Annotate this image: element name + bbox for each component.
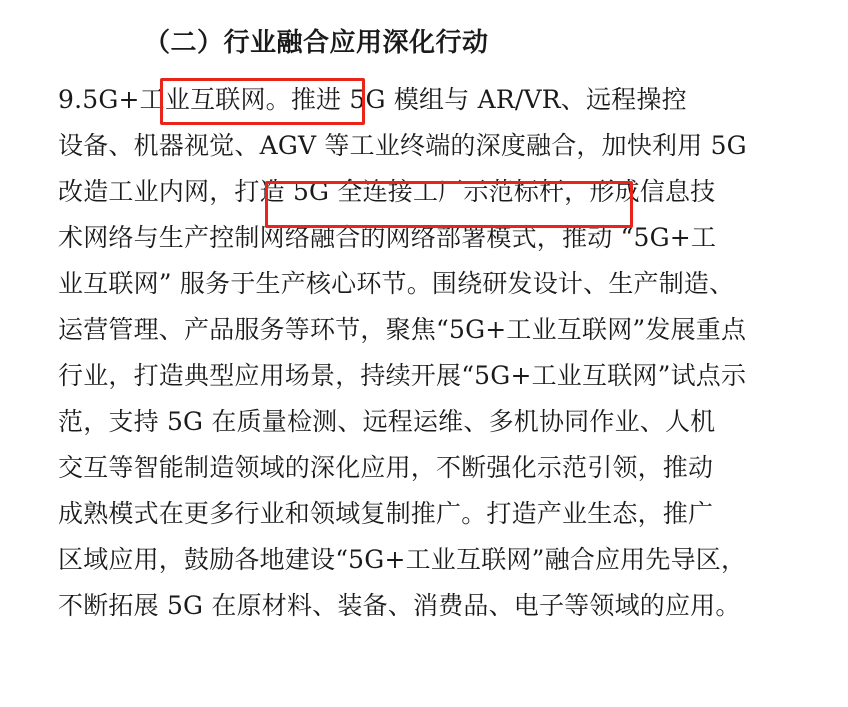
paragraph-line: 业互联网” 服务于生产核心环节。围绕研发设计、生产制造、 [58,269,735,298]
paragraph-line: 9.5G+工业互联网。推进 5G 模组与 AR/VR、远程操控 [58,85,687,114]
section-heading: （二）行业融合应用深化行动 [144,28,489,58]
paragraph-line: 设备、机器视觉、AGV 等工业终端的深度融合，加快利用 5G [58,131,747,160]
paragraph-line: 改造工业内网，打造 5G 全连接工厂示范标杆，形成信息技 [58,177,716,206]
paragraph-line: 运营管理、产品服务等环节，聚焦“5G+工业互联网”发展重点 [58,315,747,344]
paragraph-line: 区域应用，鼓励各地建设“5G+工业互联网”融合应用先导区， [58,545,747,574]
paragraph-line: 范，支持 5G 在质量检测、远程运维、多机协同作业、人机 [58,407,716,436]
paragraph-line: 术网络与生产控制网络融合的网络部署模式，推动 “5G+工 [58,223,717,252]
paragraph-line: 不断拓展 5G 在原材料、装备、消费品、电子等领域的应用。 [58,591,741,620]
body-paragraph [58,77,790,629]
paragraph-line: 交互等智能制造领域的深化应用，不断强化示范引领，推动 [58,453,714,482]
paragraph-line: 行业，打造典型应用场景，持续开展“5G+工业互联网”试点示 [58,361,747,390]
paragraph-line: 成熟模式在更多行业和领域复制推广。打造产业生态，推广 [58,499,714,528]
